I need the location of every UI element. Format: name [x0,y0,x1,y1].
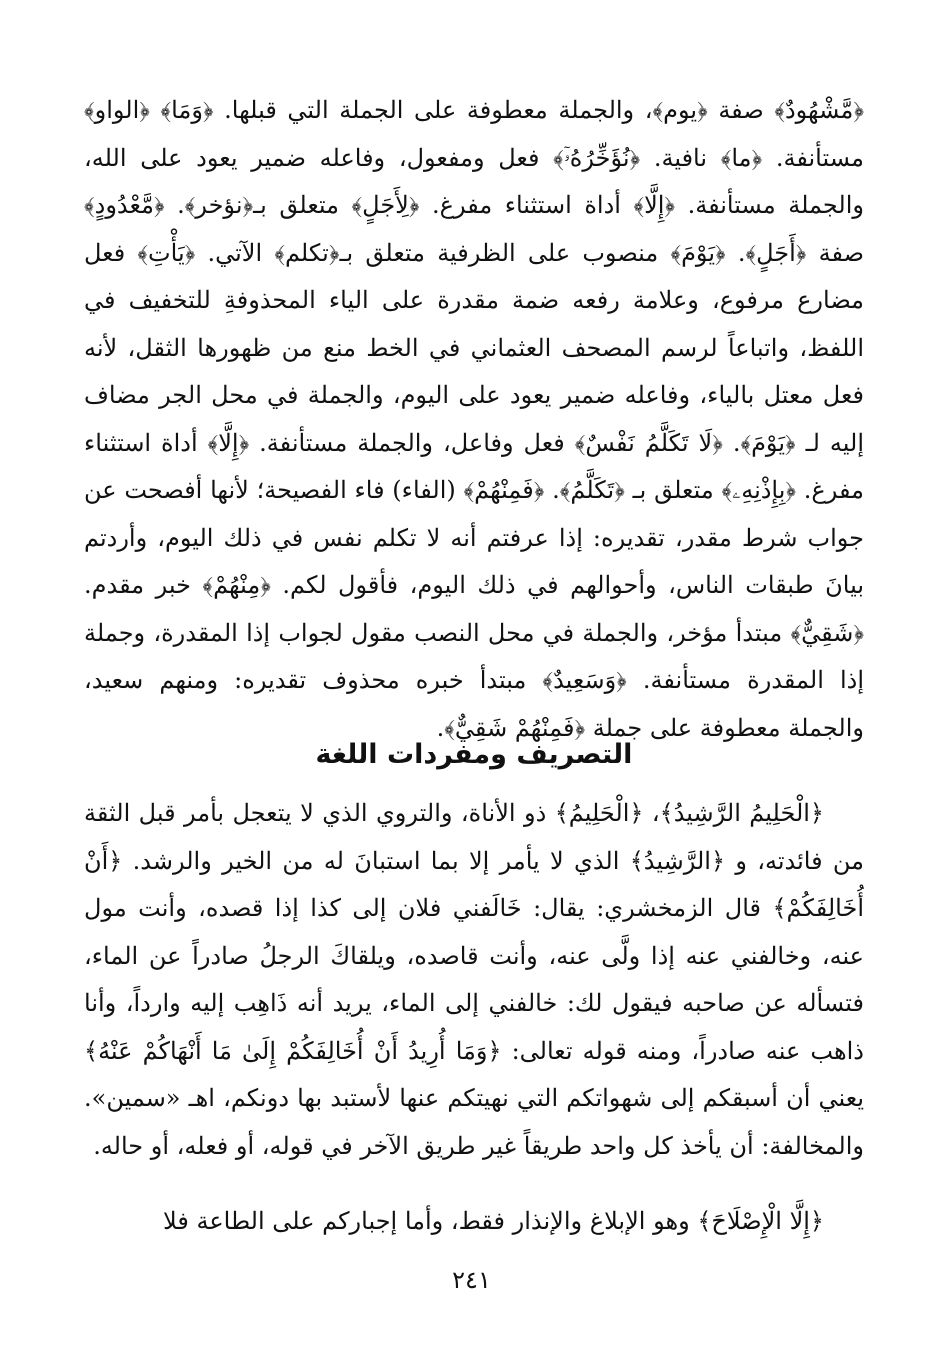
section-heading: التصريف ومفردات اللغة [315,739,633,770]
page-number: ٢٤١ [452,1266,491,1294]
commentary-paragraph: ﴿مَّشْهُودٌ﴾ صفة ﴿يوم﴾، والجملة معطوفة على الجملة التي قبلها. ﴿وَمَا﴾ ﴿الواو﴾ مستأنفة. ﴿ما﴾ نافية. ﴿نُؤَخِّرُهُۥٓ﴾ فعل ومفعول، وفاعله ضمير يعود على الله، والجملة مستأنفة. ﴿إِلَّا﴾ أداة استثناء مفرغ. ﴿لِأَجَلٍ﴾ متعلق بـ﴿نؤخر﴾. ﴿مَّعْدُودٍ﴾ صفة ﴿أَجَلٍ﴾. ﴿يَوْمَ﴾ منصوب على الظرفية متعلق بـ﴿تكلم﴾ الآتي. ﴿يَأْتِ﴾ فعل مضارع مرفوع، وعلامة رفعه ضمة مقدرة على الياء المحذوفةِ للتخفيف في اللفظ، واتباعاً لرسم المصحف العثماني في الخط منع من ظهورها الثقل، لأنه فعل معتل بالياء، وفاعله ضمير يعود على اليوم، والجملة في محل الجر مضاف إليه لـ ﴿يَوْمَ﴾. ﴿لَا تَكَلَّمُ نَفْسٌ﴾ فعل وفاعل، والجملة مستأنفة. ﴿إِلَّا﴾ أداة استثناء مفرغ. ﴿بِإِذْنِهِۦ﴾ متعلق بـ ﴿تَكَلَّمُ﴾. ﴿فَمِنْهُمْ﴾ (الفاء) فاء الفصيحة؛ لأنها أفصحت عن جواب شرط مقدر، تقديره: إذا عرفتم أنه لا تكلم نفس في ذلك اليوم، وأردتم بيانَ طبقات الناس، وأحوالهم في ذلك اليوم، فأقول لكم. ﴿مِنْهُمْ﴾ خبر مقدم. ﴿شَقِيٌّ﴾ مبتدأ مؤخر، والجملة في محل النصب مقول لجواب إذا المقدرة، وجملة إذا المقدرة مستأنفة. ﴿وَسَعِيدٌ﴾ مبتدأ خبره محذوف تقديره: ومنهم سعيد، والجملة معطوفة على جملة ﴿فَمِنْهُمْ شَقِيٌّ﴾. [84,96,864,742]
continuation-paragraph: ﴿إِلَّا الْإِصْلَاحَ﴾ وهو الإبلاغ والإنذار فقط، وأما إجباركم على الطاعة فلا [163,1207,824,1235]
vocabulary-paragraph: ﴿الْحَلِيمُ الرَّشِيدُ﴾، ﴿الْحَلِيمُ﴾ ذو الأناة، والتروي الذي لا يتعجل بأمر قبل الثقة من فائدته، و ﴿الرَّشِيدُ﴾ الذي لا يأمر إلا بما استبانَ له من الخير والرشد. ﴿أَنْ أُخَالِفَكُمْ﴾ قال الزمخشري: يقال: خَالَفني فلان إلى كذا إذا قصده، وأنت مول عنه، وخالفني عنه إذا ولَّى عنه، وأنت قاصده، ويلقاكَ الرجلُ صادراً عن الماء، فتسأله عن صاحبه فيقول لك: خالفني إلى الماء، يريد أنه ذَاهِب إليه وارداً، وأنا ذاهب عنه صادراً، ومنه قوله تعالى: ﴿وَمَا أُرِيدُ أَنْ أُخَالِفَكُمْ إِلَىٰ مَا أَنْهَاكُمْ عَنْهُ﴾ يعني أن أسبقكم إلى شهواتكم التي نهيتكم عنها لأستبد بها دونكم، اهـ «سمين». والمخالفة: أن يأخذ كل واحد طريقاً غير طريق الآخر في قوله، أو فعله، أو حاله. [84,799,864,1160]
